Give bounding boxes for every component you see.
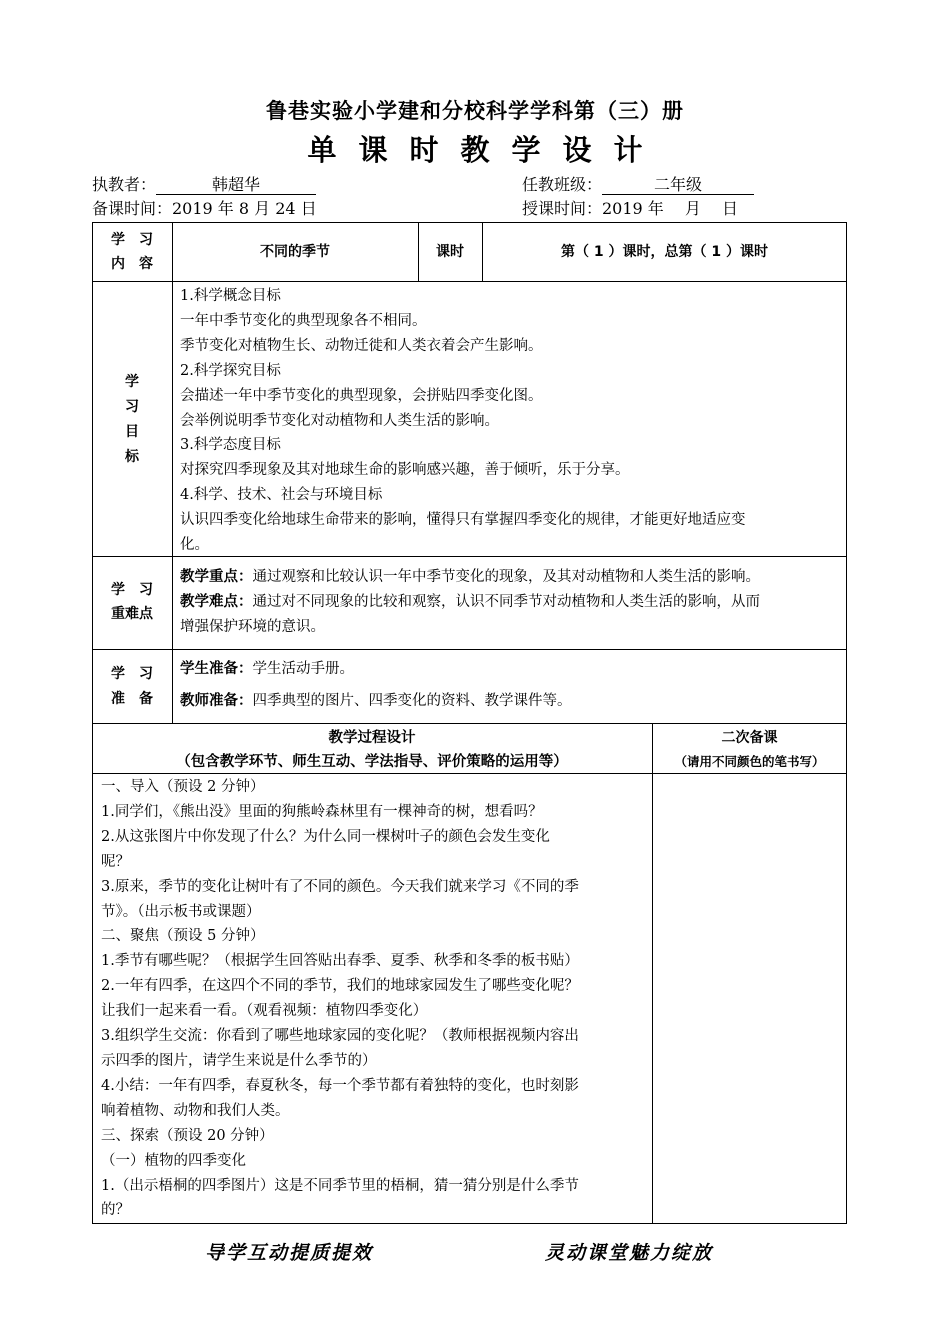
process-header bbox=[92, 726, 652, 774]
content-label: 学 习 内 容 bbox=[111, 232, 153, 272]
process-line: 1.季节有哪些呢？（根据学生回答贴出春季、夏季、秋季和冬季的板书贴） bbox=[101, 953, 579, 970]
goal-line: 2.科学探究目标 bbox=[180, 362, 281, 379]
difficulty-text-cont: 增强保护环境的意识。 bbox=[180, 618, 325, 635]
notes-title: 二次备课 bbox=[721, 730, 778, 746]
goal-line: 4.科学、技术、社会与环境目标 bbox=[180, 487, 383, 504]
goals-list bbox=[180, 284, 842, 558]
process-title: 教学过程设计 bbox=[328, 730, 416, 746]
document-title: 单课时教学设计 bbox=[307, 133, 665, 167]
teacher-prep-label: 教师准备： bbox=[180, 693, 253, 709]
class-name: 二年级 bbox=[602, 176, 754, 195]
process-line: 的？ bbox=[101, 1202, 130, 1219]
difficulty-text: 通过对不同现象的比较和观察，认识不同季节对动植物和人类生活的影响，从而 bbox=[252, 593, 760, 610]
preparation-label: 学 习 准 备 bbox=[111, 666, 153, 707]
key-points-content bbox=[180, 565, 844, 640]
process-body bbox=[101, 775, 649, 1223]
process-line: 1.（出示梧桐的四季图片）这是不同季节里的梧桐，猜一猜分别是什么季节 bbox=[101, 1177, 579, 1194]
period-label: 课时 bbox=[436, 244, 464, 260]
difficulty-label: 教学难点： bbox=[180, 593, 253, 610]
process-line: 一、导入（预设 2 分钟） bbox=[101, 779, 265, 795]
process-line: 响着植物、动物和我们人类。 bbox=[101, 1102, 290, 1119]
process-line: 2.一年有四季，在这四个不同的季节，我们的地球家园发生了哪些变化呢？ bbox=[101, 978, 579, 995]
process-line: 示四季的图片，请学生来说是什么季节的） bbox=[101, 1052, 377, 1069]
key-points-label: 学 习 重难点 bbox=[111, 582, 153, 622]
process-line: 1.同学们，《熊出没》里面的狗熊岭森林里有一棵神奇的树，想看吗？ bbox=[101, 803, 543, 820]
footer-slogan-right: 灵动课堂魅力绽放 bbox=[545, 1242, 714, 1264]
goal-line: 对探究四季现象及其对地球生命的影响感兴趣，善于倾听，乐于分享。 bbox=[180, 462, 630, 479]
process-line: 呢？ bbox=[101, 853, 130, 870]
preparation-content bbox=[180, 653, 844, 717]
teacher-label: 执教者： bbox=[92, 175, 157, 194]
student-prep-label: 学生准备： bbox=[180, 661, 253, 677]
teach-time: 授课时间：2019 年 月 日 bbox=[522, 199, 738, 218]
goal-line: 一年中季节变化的典型现象各不相同。 bbox=[180, 312, 427, 329]
goal-line: 1.科学概念目标 bbox=[180, 288, 281, 304]
goal-line: 会举例说明季节变化对动植物和人类生活的影响。 bbox=[180, 412, 499, 429]
goal-line: 化。 bbox=[180, 537, 209, 554]
class-label: 任教班级： bbox=[522, 175, 603, 194]
notes-column[interactable] bbox=[652, 773, 847, 1224]
goal-line: 会描述一年中季节变化的典型现象，会拼贴四季变化图。 bbox=[180, 387, 543, 404]
process-line: 让我们一起来看一看。（观看视频：植物四季变化） bbox=[101, 1003, 428, 1020]
prep-time: 备课时间：2019 年 8 月 24 日 bbox=[92, 199, 317, 218]
process-subtitle: （包含教学环节、师生互动、学法指导、评价策略的运用等） bbox=[176, 754, 568, 770]
key-point-label: 教学重点： bbox=[180, 569, 253, 585]
goals-label: 学 习 目 标 bbox=[125, 374, 139, 465]
student-prep-text: 学生活动手册。 bbox=[252, 661, 354, 677]
goal-line: 季节变化对植物生长、动物迁徙和人类衣着会产生影响。 bbox=[180, 337, 543, 354]
process-line: 节》。（出示板书或课题） bbox=[101, 903, 261, 920]
process-line: （一）植物的四季变化 bbox=[101, 1152, 246, 1169]
notes-subtitle: （请用不同颜色的笔书写） bbox=[674, 754, 825, 769]
teacher-info bbox=[92, 174, 316, 196]
goal-line: 3.科学态度目标 bbox=[180, 437, 281, 454]
goal-line: 认识四季变化给地球生命带来的影响，懂得只有掌握四季变化的规律，才能更好地适应变 bbox=[180, 512, 746, 529]
period-value: 第（ 1 ）课时，总第（ 1 ）课时 bbox=[561, 244, 768, 260]
school-title: 鲁巷实验小学建和分校科学学科第（三）册 bbox=[266, 99, 684, 123]
process-line: 3.原来，季节的变化让树叶有了不同的颜色。今天我们就来学习《不同的季 bbox=[101, 878, 579, 895]
key-point-text: 通过观察和比较认识一年中季节变化的现象，及其对动植物和人类生活的影响。 bbox=[252, 569, 760, 585]
process-line: 三、探索（预设 20 分钟） bbox=[101, 1127, 274, 1144]
process-line: 4.小结：一年有四季，春夏秋冬，每一个季节都有着独特的变化，也时刻影 bbox=[101, 1077, 579, 1094]
footer-slogan-left: 导学互动提质提效 bbox=[205, 1242, 374, 1264]
process-line: 二、聚焦（预设 5 分钟） bbox=[101, 928, 265, 945]
lesson-topic: 不同的季节 bbox=[260, 244, 330, 260]
notes-header bbox=[652, 726, 847, 774]
process-line: 3.组织学生交流：你看到了哪些地球家园的变化呢？（教师根据视频内容出 bbox=[101, 1028, 579, 1045]
process-line: 2.从这张图片中你发现了什么？为什么同一棵树叶子的颜色会发生变化 bbox=[101, 828, 550, 845]
teacher-name: 韩超华 bbox=[156, 176, 316, 195]
teacher-prep-text: 四季典型的图片、四季变化的资料、教学课件等。 bbox=[252, 693, 572, 709]
class-info bbox=[522, 174, 754, 196]
